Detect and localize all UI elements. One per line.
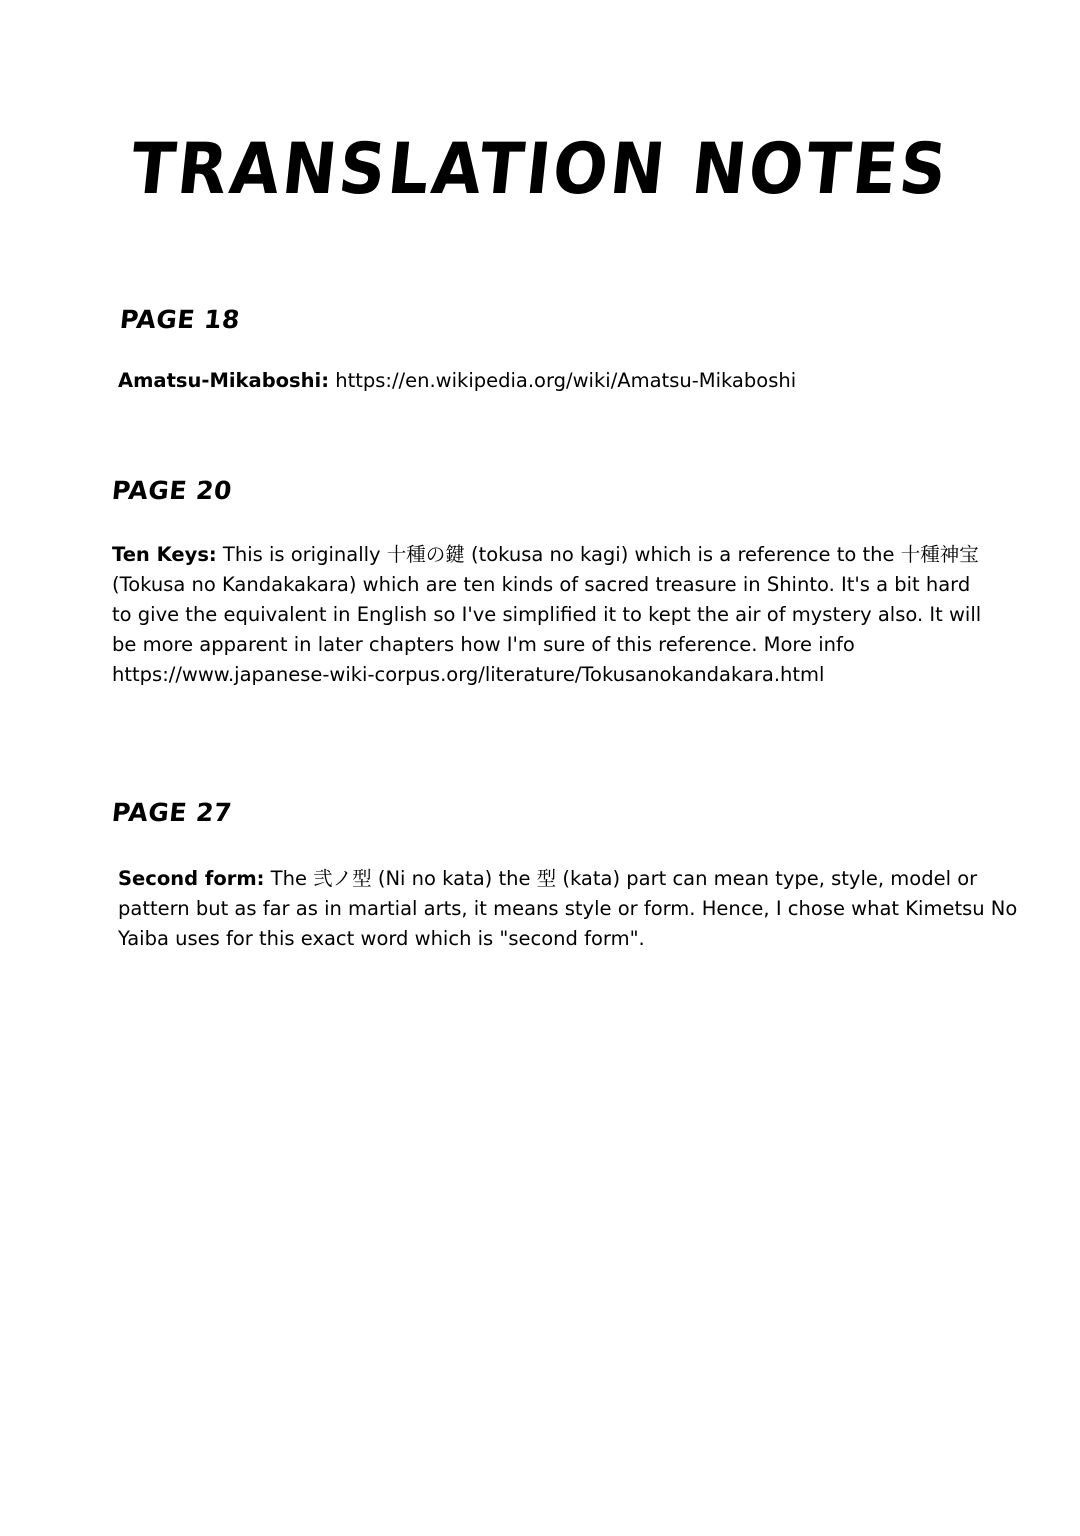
note-page-27 (118, 864, 1018, 954)
note-url-link[interactable]: https://www.japanese-wiki-corpus.org/literature/Tokusanokandakara.html (112, 663, 825, 686)
note-body: This is originally 十種の鍵 (tokusa no kagi) which is a reference to the 十種神宝 (Tokusa no Kandakakara) which are ten kinds of sacred treasure in Shinto. It's a bit hard to give the equivalent in English so I've simplified it to kept the air of mystery also. It will be more apparent in later chapters how I'm sure of this reference. More info (112, 543, 982, 656)
note-term: Amatsu-Mikaboshi: (118, 369, 330, 392)
section-heading-page-27: PAGE 27 (110, 798, 234, 827)
note-term: Ten Keys: (112, 543, 217, 566)
note-term: Second form: (118, 867, 265, 890)
note-body: https://en.wikipedia.org/wiki/Amatsu-Mikaboshi (329, 369, 797, 392)
note-page-20 (112, 540, 982, 690)
section-heading-page-20: PAGE 20 (110, 476, 234, 505)
note-body: The 弐ノ型 (Ni no kata) the 型 (kata) part can mean type, style, model or pattern but as far as in martial arts, it means style or form. Hence, I chose what Kimetsu No Yaiba uses for this exact word which is "second form". (118, 867, 1018, 950)
section-heading-page-18: PAGE 18 (118, 305, 242, 334)
page-title: TRANSLATION NOTES (126, 129, 954, 211)
note-page-18 (118, 366, 1018, 396)
